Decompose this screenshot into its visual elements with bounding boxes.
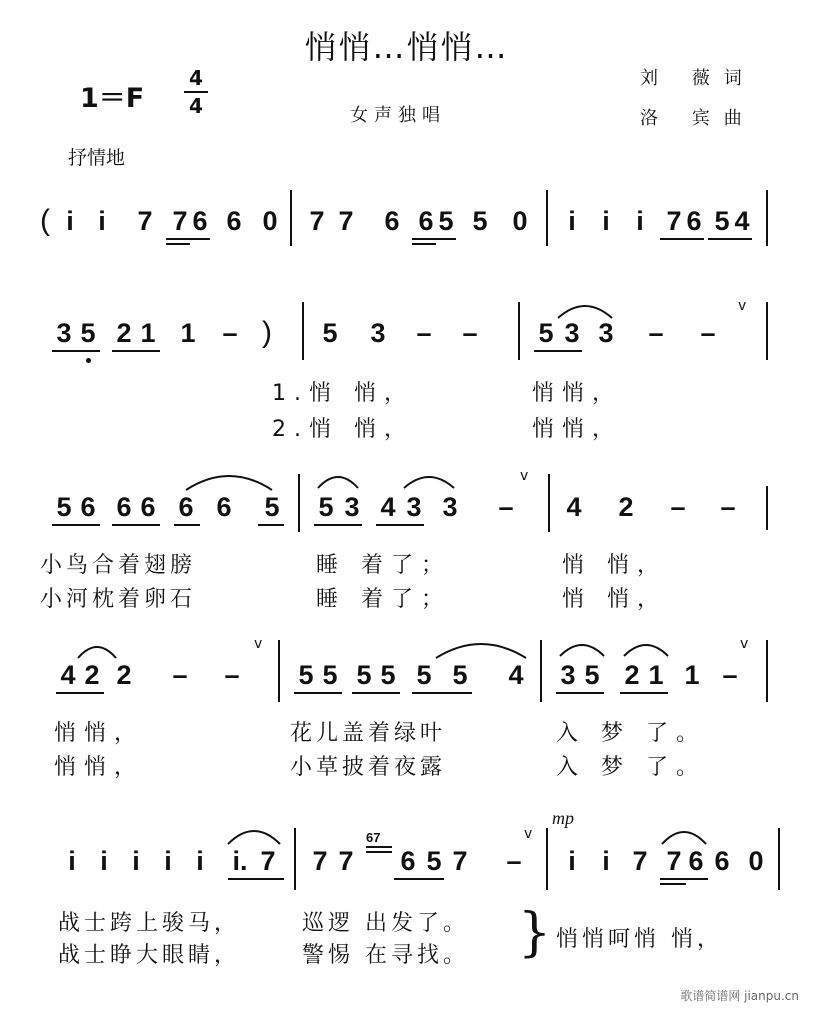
note: 6 <box>192 206 208 236</box>
note: 2 <box>116 318 132 348</box>
note: i <box>568 846 576 876</box>
eighth-beam <box>660 238 704 240</box>
lyric: 小草披着夜露 <box>290 755 447 780</box>
octave-dot-low <box>86 358 91 363</box>
note: – <box>498 492 514 522</box>
eighth-beam <box>556 692 604 694</box>
note: i <box>602 846 610 876</box>
note: – <box>222 318 238 348</box>
note: i <box>636 206 644 236</box>
note: 0 <box>512 206 528 236</box>
note: 5 <box>452 660 468 690</box>
note: 5 <box>56 492 72 522</box>
note: 7 <box>338 206 354 236</box>
note: 6 <box>688 846 704 876</box>
note: 5 <box>538 318 554 348</box>
bar-line <box>766 486 768 530</box>
note: 6 <box>418 206 434 236</box>
note: 1 <box>648 660 664 690</box>
lyric: 悄悄， <box>54 755 145 780</box>
note: 2 <box>116 660 132 690</box>
note: 6 <box>226 206 242 236</box>
note: 5 <box>80 318 96 348</box>
lyric: 入 梦 了。 <box>556 721 706 746</box>
time-top: 4 <box>189 66 203 90</box>
lyric: 战士跨上骏马， <box>58 911 241 936</box>
lyric: 睡 着了； <box>316 587 451 612</box>
lyric: 战士睁大眼睛， <box>58 943 241 968</box>
note: 7 <box>309 206 325 236</box>
bar-line <box>766 302 768 360</box>
bar-line <box>278 640 280 702</box>
note: 2 <box>618 492 634 522</box>
note: 7 <box>632 846 648 876</box>
eighth-beam <box>258 524 284 526</box>
note: – <box>172 660 188 690</box>
lyric: 巡逻 出发了。 <box>302 911 469 936</box>
lyric: 入 梦 了。 <box>556 755 706 780</box>
note: 4 <box>60 660 76 690</box>
note: – <box>462 318 478 348</box>
note: – <box>506 846 522 876</box>
close-paren: ) <box>262 316 272 349</box>
note: 3 <box>344 492 360 522</box>
note: – <box>416 318 432 348</box>
breath-mark: v <box>524 826 533 842</box>
eighth-beam <box>52 350 100 352</box>
note: 1 <box>140 318 156 348</box>
watermark: 歌谱简谱网 jianpu.cn <box>680 989 799 1003</box>
open-paren: ( <box>40 204 50 237</box>
note: 7 <box>312 846 328 876</box>
eighth-beam <box>660 878 708 880</box>
note: 5 <box>426 846 442 876</box>
note: 5 <box>416 660 432 690</box>
note: 6 <box>140 492 156 522</box>
bar-line <box>548 474 550 532</box>
note: 3 <box>564 318 580 348</box>
note: 5 <box>380 660 396 690</box>
note: 6 <box>216 492 232 522</box>
eighth-beam <box>174 524 200 526</box>
eighth-beam <box>708 238 752 240</box>
note: 5 <box>318 492 334 522</box>
slur <box>76 640 118 660</box>
note: 4 <box>508 660 524 690</box>
note: – <box>670 492 686 522</box>
eighth-beam <box>394 878 444 880</box>
lyric: 悄悄， <box>54 721 145 746</box>
note: 5 <box>322 660 338 690</box>
eighth-beam <box>314 524 362 526</box>
note: 6 <box>714 846 730 876</box>
note: 1 <box>684 660 700 690</box>
note: i <box>196 846 204 876</box>
slur <box>556 300 614 320</box>
time-bottom: 4 <box>189 94 203 118</box>
bar-line <box>766 190 768 246</box>
note: 4 <box>380 492 396 522</box>
sixteenth-beam <box>412 243 436 245</box>
note: 3 <box>560 660 576 690</box>
note: i <box>98 206 106 236</box>
bar-line <box>546 828 548 890</box>
lyricist-credit: 刘 薇词 <box>640 68 756 89</box>
note: 4 <box>566 492 582 522</box>
grace-notes: 67 <box>366 830 381 845</box>
note: i <box>164 846 172 876</box>
eighth-beam <box>52 524 100 526</box>
note: 7 <box>137 206 153 236</box>
bar-line <box>778 828 780 890</box>
eighth-beam <box>112 524 160 526</box>
dynamic-mark: mp <box>552 808 574 828</box>
sixteenth-beam <box>166 243 190 245</box>
note: i. <box>232 846 248 876</box>
note: 7 <box>666 206 682 236</box>
note: 3 <box>56 318 72 348</box>
lyric: 花儿盖着绿叶 <box>290 721 447 746</box>
bar-line <box>302 302 304 360</box>
grace-beam <box>366 846 392 848</box>
note: 6 <box>116 492 132 522</box>
eighth-beam <box>412 692 472 694</box>
note: 5 <box>298 660 314 690</box>
key-signature: 1＝F <box>80 83 145 114</box>
note: 5 <box>438 206 454 236</box>
eighth-beam <box>352 692 400 694</box>
breath-mark: v <box>738 298 747 314</box>
bar-line <box>298 474 300 532</box>
lyric: 小鸟合着翅膀 <box>40 553 197 578</box>
eighth-beam <box>620 692 668 694</box>
note: i <box>100 846 108 876</box>
note: 6 <box>384 206 400 236</box>
lyric: 悄悄， <box>532 381 623 406</box>
bar-line <box>766 640 768 702</box>
slur <box>558 638 606 658</box>
slur <box>434 638 528 660</box>
lyric-refrain: 悄悄呵悄 悄， <box>556 927 723 952</box>
note: – <box>648 318 664 348</box>
note: 5 <box>714 206 730 236</box>
note: 3 <box>598 318 614 348</box>
note: 0 <box>262 206 278 236</box>
note: 3 <box>406 492 422 522</box>
bar-line <box>540 640 542 702</box>
eighth-beam <box>294 692 342 694</box>
note: 4 <box>734 206 750 236</box>
note: 7 <box>666 846 682 876</box>
lyric: 悄 悄， <box>562 587 667 612</box>
breath-mark: v <box>254 636 263 652</box>
expression-mark: 抒情地 <box>68 147 126 169</box>
lyric-brace: } <box>518 903 552 963</box>
lyric: 2.悄 悄， <box>272 417 414 442</box>
slur <box>622 638 670 658</box>
note: 6 <box>400 846 416 876</box>
note: – <box>700 318 716 348</box>
eighth-beam <box>228 878 284 880</box>
bar-line <box>294 828 296 890</box>
lyric: 警惕 在寻找。 <box>302 943 469 968</box>
breath-mark: v <box>520 468 529 484</box>
eighth-beam <box>412 238 456 240</box>
note: 7 <box>260 846 276 876</box>
bar-line <box>518 302 520 360</box>
lyric: 睡 着了； <box>316 553 451 578</box>
note: 7 <box>452 846 468 876</box>
note: i <box>66 206 74 236</box>
note: – <box>224 660 240 690</box>
note: 7 <box>338 846 354 876</box>
note: 1 <box>180 318 196 348</box>
lyric: 1.悄 悄， <box>272 381 414 406</box>
note: 5 <box>472 206 488 236</box>
sixteenth-beam <box>660 883 686 885</box>
slur <box>226 824 282 846</box>
voice-type: 女声独唱 <box>350 105 446 126</box>
grace-beam <box>366 851 392 853</box>
slur <box>660 824 708 846</box>
lyric: 悄悄， <box>532 417 623 442</box>
eighth-beam <box>112 350 160 352</box>
eighth-beam <box>534 350 582 352</box>
lyric: 悄 悄， <box>562 553 667 578</box>
note: 6 <box>686 206 702 236</box>
slur <box>184 470 274 492</box>
lyric: 小河枕着卵石 <box>40 587 197 612</box>
note: 5 <box>264 492 280 522</box>
time-line <box>184 91 208 93</box>
note: 6 <box>178 492 194 522</box>
eighth-beam <box>166 238 210 240</box>
song-title: 悄悄…悄悄… <box>304 28 509 66</box>
bar-line <box>290 190 292 246</box>
bar-line <box>546 190 548 246</box>
note: 5 <box>584 660 600 690</box>
note: 0 <box>748 846 764 876</box>
note: 5 <box>356 660 372 690</box>
slur <box>402 470 456 490</box>
eighth-beam <box>376 524 424 526</box>
note: 5 <box>322 318 338 348</box>
composer-credit: 洛 宾曲 <box>640 108 756 129</box>
note: 3 <box>442 492 458 522</box>
note: i <box>602 206 610 236</box>
slur <box>316 470 360 490</box>
note: i <box>68 846 76 876</box>
note: 2 <box>84 660 100 690</box>
note: i <box>132 846 140 876</box>
time-signature <box>184 66 208 118</box>
eighth-beam <box>56 692 104 694</box>
note: 6 <box>80 492 96 522</box>
note: – <box>722 660 738 690</box>
note: i <box>568 206 576 236</box>
note: – <box>720 492 736 522</box>
note: 3 <box>370 318 386 348</box>
note: 7 <box>172 206 188 236</box>
note: 2 <box>624 660 640 690</box>
breath-mark: v <box>740 636 749 652</box>
